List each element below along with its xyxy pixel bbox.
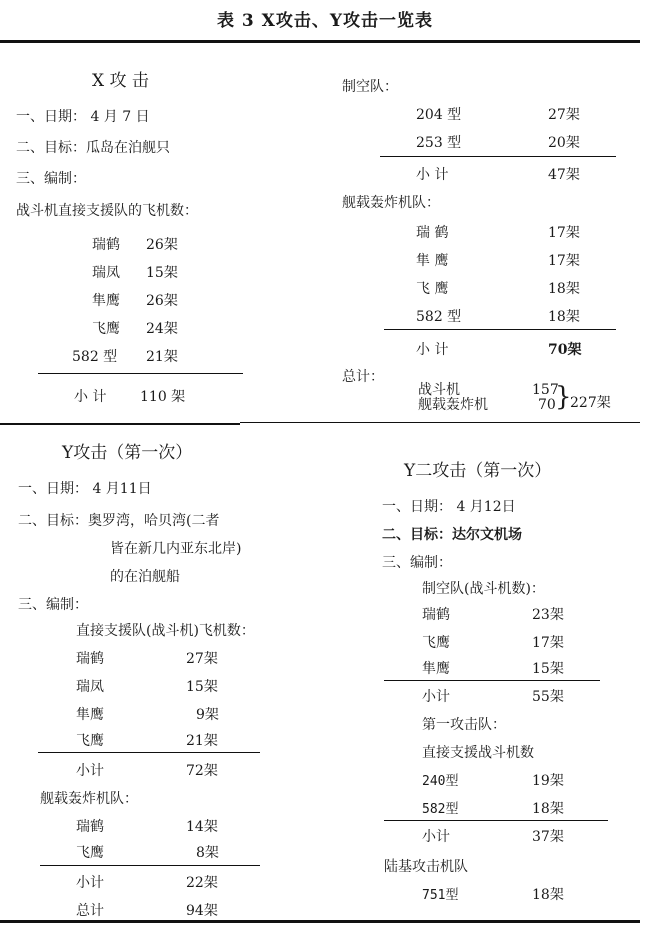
y-support-subtotal-label: 小计 xyxy=(76,763,104,779)
y-bomber-subtotal-count: 22架 xyxy=(186,875,218,891)
y-attack-heading: Y攻击（第一次） xyxy=(62,443,193,463)
y2-air-control-count: 15架 xyxy=(532,661,564,677)
y2-first-attack-heading: 第一攻击队： xyxy=(422,717,506,733)
top-rule xyxy=(0,40,640,43)
y-bomber-name: 飞鹰 xyxy=(76,845,104,861)
y-support-heading: 直接支援队(战斗机)飞机数： xyxy=(76,623,255,639)
x-bomber-name: 飞 鹰 xyxy=(416,281,449,297)
x-support-name: 582 型 xyxy=(72,349,118,365)
y2-direct-support-name: 240型 xyxy=(422,774,459,789)
table-title: 表 3 X攻击、Y攻击一览表 xyxy=(217,11,433,31)
y2-direct-support-subtotal-count: 37架 xyxy=(532,829,564,845)
y-support-count: 27架 xyxy=(186,651,218,667)
y-support-count: 15架 xyxy=(186,679,218,695)
y2-direct-support-name: 582型 xyxy=(422,802,459,817)
y2-air-control-name: 瑞鹤 xyxy=(422,607,450,623)
x-total-heading: 总计： xyxy=(342,369,384,385)
x-air-control-rule xyxy=(380,156,616,157)
y-bomber-name: 瑞鹤 xyxy=(76,819,104,835)
y-total-count: 94架 xyxy=(186,903,218,919)
middle-rule-right xyxy=(240,422,640,423)
x-air-control-count: 20架 xyxy=(548,135,580,151)
y2-land-attack-count: 18架 xyxy=(532,887,564,903)
x-bomber-name: 瑞 鹤 xyxy=(416,225,449,241)
y2-direct-support-rule xyxy=(384,820,608,821)
bottom-rule xyxy=(0,920,640,923)
y-date: 一、日期： 4 月11日 xyxy=(18,481,152,497)
y2-direct-support-subtotal-label: 小计 xyxy=(422,829,450,845)
x-bomber-count: 17架 xyxy=(548,253,580,269)
y-bomber-subtotal-label: 小计 xyxy=(76,875,104,891)
x-support-name: 瑞凤 xyxy=(92,265,120,281)
x-bomber-heading: 舰载轰炸机队： xyxy=(342,195,440,211)
x-support-name: 瑞鹤 xyxy=(92,237,120,253)
x-air-control-subtotal-count: 47架 xyxy=(548,167,580,183)
y-org: 三、编制： xyxy=(18,597,88,613)
total-brace-icon: } xyxy=(555,382,572,412)
y2-air-control-name: 飞鹰 xyxy=(422,635,450,651)
y2-air-control-rule xyxy=(384,680,600,681)
y2-target: 二、目标：达尔文机场 xyxy=(382,527,522,543)
x-grand-total: 227架 xyxy=(570,395,611,411)
x-air-control-heading: 制空队： xyxy=(342,79,398,95)
x-support-count: 21架 xyxy=(146,349,178,365)
y-bomber-heading: 舰载轰炸机队： xyxy=(40,791,138,807)
x-bomber-subtotal-label: 小 计 xyxy=(416,342,449,358)
x-support-count: 26架 xyxy=(146,237,178,253)
x-air-control-count: 27架 xyxy=(548,107,580,123)
x-air-control-subtotal-label: 小 计 xyxy=(416,167,449,183)
y2-air-control-count: 23架 xyxy=(532,607,564,623)
y2-air-control-name: 隼鹰 xyxy=(422,661,450,677)
x-support-name: 飞鹰 xyxy=(92,321,120,337)
x-org: 三、编制： xyxy=(16,171,86,187)
x-support-heading: 战斗机直接支援队的飞机数： xyxy=(16,203,198,219)
x-bomber-name: 隼 鹰 xyxy=(416,253,449,269)
x-support-count: 26架 xyxy=(146,293,178,309)
x-support-subtotal-label: 小 计 xyxy=(74,389,107,405)
x-date: 一、日期： 4 月 7 日 xyxy=(16,109,150,125)
x-support-name: 隼鹰 xyxy=(92,293,120,309)
x-support-subtotal-count: 110 架 xyxy=(140,389,186,405)
y2-air-control-subtotal-count: 55架 xyxy=(532,689,564,705)
y-support-count: 21架 xyxy=(186,733,218,749)
x-bomber-count: 17架 xyxy=(548,225,580,241)
x-bomber-count: 18架 xyxy=(548,309,580,325)
y2-air-control-heading: 制空队(战斗机数)： xyxy=(422,581,545,597)
x-target: 二、目标：瓜岛在泊舰只 xyxy=(16,140,170,156)
x-total-name: 战斗机 xyxy=(418,382,460,398)
y2-date: 一、日期： 4 月12日 xyxy=(382,499,516,515)
x-bomber-rule xyxy=(384,329,616,330)
y-support-name: 飞鹰 xyxy=(76,733,104,749)
y-target-line: 的在泊舰船 xyxy=(110,569,180,585)
y-target-line: 二、目标：奥罗湾，哈贝湾(二者 xyxy=(18,513,220,529)
middle-rule-left xyxy=(0,423,240,425)
x-air-control-name: 204 型 xyxy=(416,107,462,123)
x-total-count: 157 xyxy=(532,382,559,398)
x-total-name: 舰载轰炸机 xyxy=(418,397,488,413)
y-support-rule xyxy=(38,752,260,753)
y-support-name: 瑞凤 xyxy=(76,679,104,695)
y-bomber-count: 14架 xyxy=(186,819,218,835)
y-total-label: 总计 xyxy=(76,903,104,919)
y2-air-control-count: 17架 xyxy=(532,635,564,651)
y2-land-attack-name: 751型 xyxy=(422,888,459,903)
x-total-count: 70 xyxy=(538,397,556,413)
y2-air-control-subtotal-label: 小计 xyxy=(422,689,450,705)
y2-direct-support-heading: 直接支援战斗机数 xyxy=(422,745,534,761)
y-bomber-count: 8架 xyxy=(196,845,219,861)
x-attack-heading: X 攻 击 xyxy=(92,71,149,91)
y-support-name: 隼鹰 xyxy=(76,707,104,723)
y-bomber-rule xyxy=(40,865,260,866)
x-air-control-name: 253 型 xyxy=(416,135,462,151)
y2-land-attack-heading: 陆基攻击机队 xyxy=(384,859,468,875)
y-support-count: 9架 xyxy=(196,707,219,723)
y2-direct-support-count: 18架 xyxy=(532,801,564,817)
y2-direct-support-count: 19架 xyxy=(532,773,564,789)
x-bomber-subtotal-count: 70架 xyxy=(548,342,582,358)
y-target-line: 皆在新几内亚东北岸) xyxy=(110,541,242,557)
x-support-rule xyxy=(38,373,243,374)
y-support-subtotal-count: 72架 xyxy=(186,763,218,779)
x-bomber-count: 18架 xyxy=(548,281,580,297)
y2-attack-heading: Y二攻击（第一次） xyxy=(404,461,552,481)
y2-org: 三、编制： xyxy=(382,555,452,571)
x-support-count: 15架 xyxy=(146,265,178,281)
x-bomber-name: 582 型 xyxy=(416,309,462,325)
y-support-name: 瑞鹤 xyxy=(76,651,104,667)
x-support-count: 24架 xyxy=(146,321,178,337)
